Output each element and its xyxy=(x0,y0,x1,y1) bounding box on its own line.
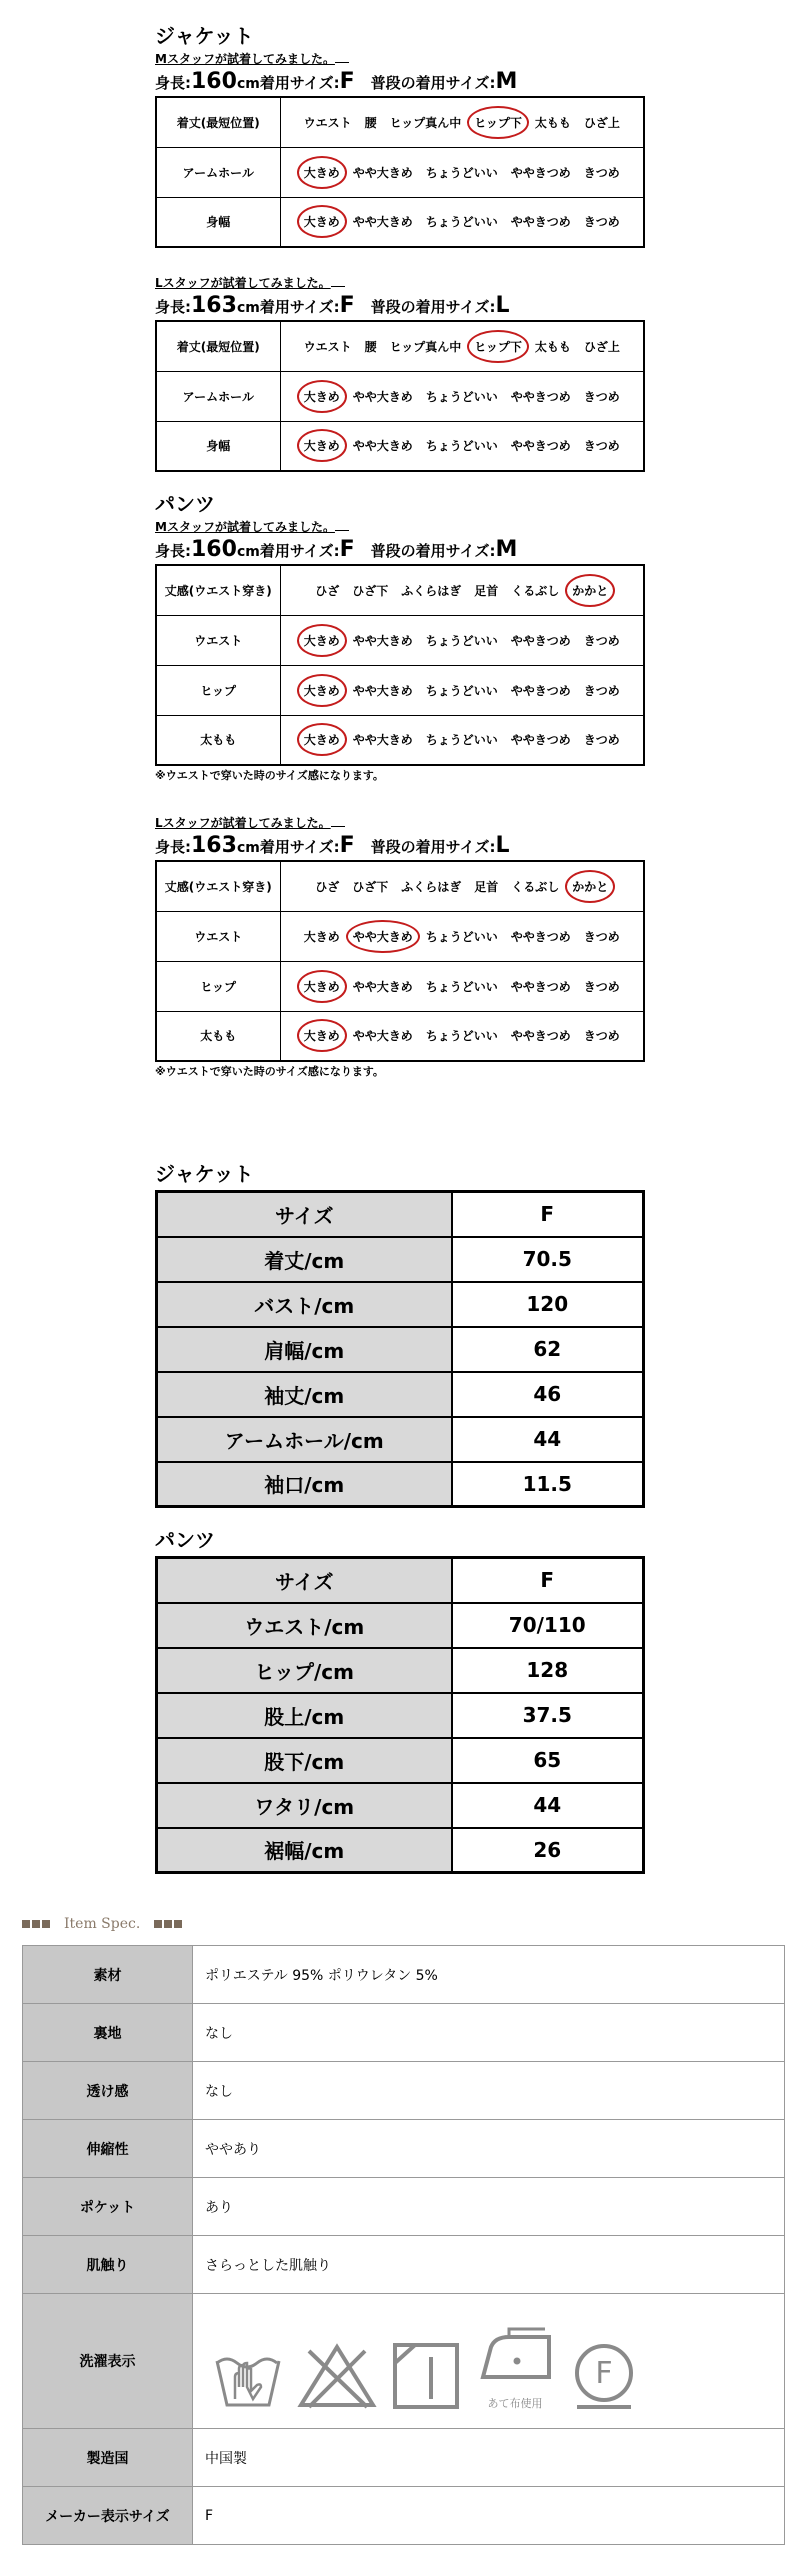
option: きつめ xyxy=(583,633,620,648)
option-list xyxy=(281,114,644,131)
option: ちょうどいい xyxy=(425,165,498,180)
size-row xyxy=(157,1417,644,1462)
fit-row-label: アームホール xyxy=(156,147,280,197)
fit-row xyxy=(156,615,644,665)
fit-table xyxy=(155,860,645,1062)
usual-size-label: 普段の着用サイズ: xyxy=(370,298,496,316)
fit-group-jacket-m xyxy=(155,22,645,248)
spec-row-wash xyxy=(23,2294,785,2429)
option: きつめ xyxy=(583,165,620,180)
fit-row-label: 太もも xyxy=(156,1011,280,1061)
spec-row xyxy=(23,2487,785,2545)
worn-size-label: 着用サイズ: xyxy=(259,74,340,92)
usual-size-label: 普段の着用サイズ: xyxy=(370,838,496,856)
spec-label: 製造国 xyxy=(23,2429,193,2487)
option: ヒップ真ん中 xyxy=(389,339,462,354)
fit-row-options xyxy=(280,97,644,147)
option: きつめ xyxy=(583,733,620,748)
option: ウエスト xyxy=(303,339,352,354)
selected-option: かかと xyxy=(572,879,609,894)
height-label: 身長: xyxy=(155,74,191,92)
size-row-value: 11.5 xyxy=(452,1462,644,1507)
worn-size-label: 着用サイズ: xyxy=(259,838,340,856)
fit-row xyxy=(156,97,644,147)
fit-row xyxy=(156,1011,644,1061)
no-bleach-icon xyxy=(297,2341,377,2411)
option: ひざ上 xyxy=(583,339,620,354)
size-row-label: 袖丈/cm xyxy=(157,1372,452,1417)
size-row-label: バスト/cm xyxy=(157,1282,452,1327)
fit-row-label: アームホール xyxy=(156,371,280,421)
usual-size-value: L xyxy=(495,293,510,318)
fit-row xyxy=(156,147,644,197)
fit-row xyxy=(156,321,644,371)
spec-label: ポケット xyxy=(23,2178,193,2236)
height-label: 身長: xyxy=(155,542,191,560)
option: ちょうどいい xyxy=(425,929,498,944)
iron-note: あて布使用 xyxy=(487,2397,543,2410)
option: やや大きめ xyxy=(352,165,413,180)
option: ややきつめ xyxy=(510,439,571,454)
spec-value: なし xyxy=(193,2062,785,2120)
usual-size-value: M xyxy=(495,537,518,562)
fit-row-options xyxy=(280,565,644,615)
option: やや大きめ xyxy=(352,215,413,230)
spec-value: F xyxy=(193,2487,785,2545)
jacket-size-table xyxy=(155,1190,645,1508)
height-value: 160 xyxy=(191,537,237,562)
size-header-label: サイズ xyxy=(157,1192,452,1237)
size-row-value: 26 xyxy=(452,1828,644,1873)
staff-info xyxy=(155,832,645,860)
option: ちょうどいい xyxy=(425,389,498,404)
option-list xyxy=(281,632,644,649)
usual-size-value: M xyxy=(495,69,518,94)
fit-row-label: 身幅 xyxy=(156,421,280,471)
selected-option: 大きめ xyxy=(303,439,340,454)
staff-caption: Lスタッフが試着してみました。 xyxy=(155,814,645,832)
option: 大きめ xyxy=(303,929,340,944)
fit-row xyxy=(156,861,644,911)
option-list xyxy=(281,731,644,748)
size-row xyxy=(157,1372,644,1417)
fit-row-options xyxy=(280,197,644,247)
fit-row-label: ウエスト xyxy=(156,615,280,665)
selected-option: ヒップ下 xyxy=(474,115,522,130)
height-unit: cm xyxy=(236,840,260,856)
spec-value: あり xyxy=(193,2178,785,2236)
spec-row xyxy=(23,2178,785,2236)
option-list xyxy=(281,1027,644,1044)
option-list xyxy=(281,878,644,895)
size-row xyxy=(157,1603,644,1648)
fit-table xyxy=(155,320,645,472)
spec-label: 裏地 xyxy=(23,2004,193,2062)
size-row-value: 70/110 xyxy=(452,1603,644,1648)
size-row-value: 65 xyxy=(452,1738,644,1783)
size-row-value: 44 xyxy=(452,1783,644,1828)
fit-group-pants-m xyxy=(155,490,645,786)
dry-clean-f-icon xyxy=(569,2341,639,2411)
size-header-row xyxy=(157,1558,644,1603)
fit-row-label: 丈感(ウエスト穿き) xyxy=(156,861,280,911)
selected-option: 大きめ xyxy=(303,1029,340,1044)
option: ややきつめ xyxy=(510,165,571,180)
fit-row xyxy=(156,961,644,1011)
option-list xyxy=(281,213,644,230)
size-row-value: 44 xyxy=(452,1417,644,1462)
usual-size-label: 普段の着用サイズ: xyxy=(370,74,496,92)
spec-row xyxy=(23,2236,785,2294)
option: ちょうどいい xyxy=(425,683,498,698)
fit-row-options xyxy=(280,961,644,1011)
size-row xyxy=(157,1462,644,1507)
fit-group-pants-l xyxy=(155,814,645,1082)
selected-option: 大きめ xyxy=(303,979,340,994)
option: ひざ xyxy=(315,583,340,598)
spec-label: 肌触り xyxy=(23,2236,193,2294)
iron-low-icon xyxy=(475,2323,555,2411)
size-row-label: ワタリ/cm xyxy=(157,1783,452,1828)
size-row xyxy=(157,1693,644,1738)
worn-size-value: F xyxy=(339,537,355,562)
selected-option: 大きめ xyxy=(303,683,340,698)
selected-option: 大きめ xyxy=(303,215,340,230)
staff-info xyxy=(155,68,645,96)
size-row xyxy=(157,1282,644,1327)
usual-size-value: L xyxy=(495,833,510,858)
fit-row-options xyxy=(280,665,644,715)
size-row xyxy=(157,1828,644,1873)
fit-row-options xyxy=(280,861,644,911)
worn-size-label: 着用サイズ: xyxy=(259,298,340,316)
spec-value: 中国製 xyxy=(193,2429,785,2487)
option: きつめ xyxy=(583,439,620,454)
option: ややきつめ xyxy=(510,929,571,944)
size-row xyxy=(157,1648,644,1693)
staff-caption: Lスタッフが試着してみました。 xyxy=(155,274,645,292)
option: くるぶし xyxy=(511,879,560,894)
selected-option: ヒップ下 xyxy=(474,339,522,354)
fit-note: ※ウエストで穿いた時のサイズ感になります。 xyxy=(155,769,384,782)
fit-row-label: ヒップ xyxy=(156,961,280,1011)
option: ひざ上 xyxy=(583,115,620,130)
square-bullets-icon xyxy=(22,1920,50,1928)
option: ややきつめ xyxy=(510,683,571,698)
staff-caption: Mスタッフが試着してみました。 xyxy=(155,50,645,68)
option: 腰 xyxy=(364,339,377,354)
worn-size-value: F xyxy=(339,293,355,318)
worn-size-value: F xyxy=(339,833,355,858)
fit-row-options xyxy=(280,715,644,765)
selected-option: 大きめ xyxy=(303,633,340,648)
size-row-label: 肩幅/cm xyxy=(157,1327,452,1372)
pants-size-section xyxy=(155,1526,645,1874)
option: 太もも xyxy=(534,115,571,130)
size-header-value: F xyxy=(452,1192,644,1237)
option: ちょうどいい xyxy=(425,439,498,454)
fit-row-options xyxy=(280,321,644,371)
spec-row xyxy=(23,2062,785,2120)
fit-row xyxy=(156,565,644,615)
selected-option: 大きめ xyxy=(303,389,340,404)
fit-row-label: ウエスト xyxy=(156,911,280,961)
pants-size-title: パンツ xyxy=(155,1528,215,1552)
fit-row-label: 太もも xyxy=(156,715,280,765)
fit-row xyxy=(156,421,644,471)
spec-label: 洗濯表示 xyxy=(23,2294,193,2429)
fit-row-label: 丈感(ウエスト穿き) xyxy=(156,565,280,615)
option: きつめ xyxy=(583,929,620,944)
size-row-value: 46 xyxy=(452,1372,644,1417)
spec-row xyxy=(23,2004,785,2062)
fit-root xyxy=(155,22,645,1082)
option-list xyxy=(281,164,644,181)
selected-option: やや大きめ xyxy=(352,929,413,944)
size-header-value: F xyxy=(452,1558,644,1603)
option: やや大きめ xyxy=(352,389,413,404)
option: ちょうどいい xyxy=(425,633,498,648)
size-row-label: ウエスト/cm xyxy=(157,1603,452,1648)
size-row-value: 70.5 xyxy=(452,1237,644,1282)
size-row-value: 120 xyxy=(452,1282,644,1327)
size-row-label: 股下/cm xyxy=(157,1738,452,1783)
height-label: 身長: xyxy=(155,298,191,316)
spec-value: さらっとした肌触り xyxy=(193,2236,785,2294)
fit-section-title: ジャケット xyxy=(155,24,254,48)
size-row xyxy=(157,1237,644,1282)
option: ふくらはぎ xyxy=(401,583,462,598)
size-row-value: 62 xyxy=(452,1327,644,1372)
option: ややきつめ xyxy=(510,1029,571,1044)
staff-info xyxy=(155,292,645,320)
option-list xyxy=(281,388,644,405)
size-row xyxy=(157,1738,644,1783)
option-list xyxy=(281,928,644,945)
size-row-value: 37.5 xyxy=(452,1693,644,1738)
pants-size-table xyxy=(155,1556,645,1874)
option: ひざ下 xyxy=(352,583,389,598)
fit-group-jacket-l xyxy=(155,274,645,472)
fit-section-title: パンツ xyxy=(155,492,215,516)
spec-row xyxy=(23,2429,785,2487)
option: ちょうどいい xyxy=(425,215,498,230)
fit-row xyxy=(156,197,644,247)
height-value: 163 xyxy=(191,833,237,858)
fit-row-options xyxy=(280,1011,644,1061)
option: 太もも xyxy=(534,339,571,354)
selected-option: かかと xyxy=(572,583,609,598)
option: きつめ xyxy=(583,389,620,404)
option: きつめ xyxy=(583,683,620,698)
height-unit: cm xyxy=(236,544,260,560)
size-header-label: サイズ xyxy=(157,1558,452,1603)
square-bullets-icon xyxy=(154,1920,182,1928)
option-list xyxy=(281,682,644,699)
fit-row-options xyxy=(280,615,644,665)
option-list xyxy=(281,978,644,995)
size-row-label: 着丈/cm xyxy=(157,1237,452,1282)
fit-row-label: 着丈(最短位置) xyxy=(156,97,280,147)
jacket-size-title: ジャケット xyxy=(155,1162,254,1186)
option: ふくらはぎ xyxy=(401,879,462,894)
fit-row-options xyxy=(280,371,644,421)
spec-value: ややあり xyxy=(193,2120,785,2178)
spec-label: 伸縮性 xyxy=(23,2120,193,2178)
fit-row-options xyxy=(280,421,644,471)
option-list xyxy=(281,437,644,454)
item-spec-table xyxy=(22,1945,785,2545)
staff-info xyxy=(155,536,645,564)
option: ちょうどいい xyxy=(425,1029,498,1044)
spec-value: ポリエステル 95% ポリウレタン 5% xyxy=(193,1946,785,2004)
option: ちょうどいい xyxy=(425,733,498,748)
size-row-label: 股上/cm xyxy=(157,1693,452,1738)
size-row-value: 128 xyxy=(452,1648,644,1693)
option: ややきつめ xyxy=(510,215,571,230)
option: きつめ xyxy=(583,1029,620,1044)
option: 足首 xyxy=(474,583,499,598)
height-unit: cm xyxy=(236,76,260,92)
fit-table xyxy=(155,564,645,766)
size-row-label: 袖口/cm xyxy=(157,1462,452,1507)
option: ややきつめ xyxy=(510,979,571,994)
fit-table xyxy=(155,96,645,248)
option: やや大きめ xyxy=(352,683,413,698)
option-list xyxy=(281,582,644,599)
spec-label: 素材 xyxy=(23,1946,193,2004)
spec-row xyxy=(23,2120,785,2178)
spec-value: なし xyxy=(193,2004,785,2062)
fit-row xyxy=(156,715,644,765)
option: ひざ xyxy=(315,879,340,894)
option: やや大きめ xyxy=(352,633,413,648)
option: やや大きめ xyxy=(352,439,413,454)
option-list xyxy=(281,338,644,355)
height-unit: cm xyxy=(236,300,260,316)
option: 足首 xyxy=(474,879,499,894)
wash-icons xyxy=(205,2311,784,2411)
line-dry-icon xyxy=(391,2341,461,2411)
option: きつめ xyxy=(583,215,620,230)
wash-icons-cell xyxy=(193,2294,785,2429)
option: ややきつめ xyxy=(510,633,571,648)
fit-row xyxy=(156,911,644,961)
option: 腰 xyxy=(364,115,377,130)
option: くるぶし xyxy=(511,583,560,598)
fit-row-label: ヒップ xyxy=(156,665,280,715)
option: ややきつめ xyxy=(510,733,571,748)
staff-caption: Mスタッフが試着してみました。 xyxy=(155,518,645,536)
worn-size-label: 着用サイズ: xyxy=(259,542,340,560)
size-row-label: アームホール/cm xyxy=(157,1417,452,1462)
height-value: 163 xyxy=(191,293,237,318)
fit-note: ※ウエストで穿いた時のサイズ感になります。 xyxy=(155,1065,384,1078)
usual-size-label: 普段の着用サイズ: xyxy=(370,542,496,560)
option: やや大きめ xyxy=(352,1029,413,1044)
selected-option: 大きめ xyxy=(303,733,340,748)
size-row xyxy=(157,1327,644,1372)
fit-row-options xyxy=(280,147,644,197)
spec-label: メーカー表示サイズ xyxy=(23,2487,193,2545)
fit-row-options xyxy=(280,911,644,961)
size-row xyxy=(157,1783,644,1828)
option: ヒップ真ん中 xyxy=(389,115,462,130)
option: ちょうどいい xyxy=(425,979,498,994)
worn-size-value: F xyxy=(339,69,355,94)
size-row-label: 裾幅/cm xyxy=(157,1828,452,1873)
fit-section xyxy=(155,22,645,1082)
height-label: 身長: xyxy=(155,838,191,856)
option: ウエスト xyxy=(303,115,352,130)
spec-label: 透け感 xyxy=(23,2062,193,2120)
dry-clean-letter: F xyxy=(595,2356,613,2391)
option: やや大きめ xyxy=(352,979,413,994)
hand-wash-icon xyxy=(213,2341,283,2411)
fit-row xyxy=(156,665,644,715)
fit-row xyxy=(156,371,644,421)
fit-row-label: 身幅 xyxy=(156,197,280,247)
item-spec-heading xyxy=(22,1912,182,1936)
jacket-size-section xyxy=(155,1160,645,1508)
size-header-row xyxy=(157,1192,644,1237)
option: きつめ xyxy=(583,979,620,994)
option: やや大きめ xyxy=(352,733,413,748)
height-value: 160 xyxy=(191,69,237,94)
spec-row xyxy=(23,1946,785,2004)
item-spec-title: Item Spec. xyxy=(64,1916,141,1932)
selected-option: 大きめ xyxy=(303,165,340,180)
option: ややきつめ xyxy=(510,389,571,404)
option: ひざ下 xyxy=(352,879,389,894)
size-row-label: ヒップ/cm xyxy=(157,1648,452,1693)
fit-row-label: 着丈(最短位置) xyxy=(156,321,280,371)
